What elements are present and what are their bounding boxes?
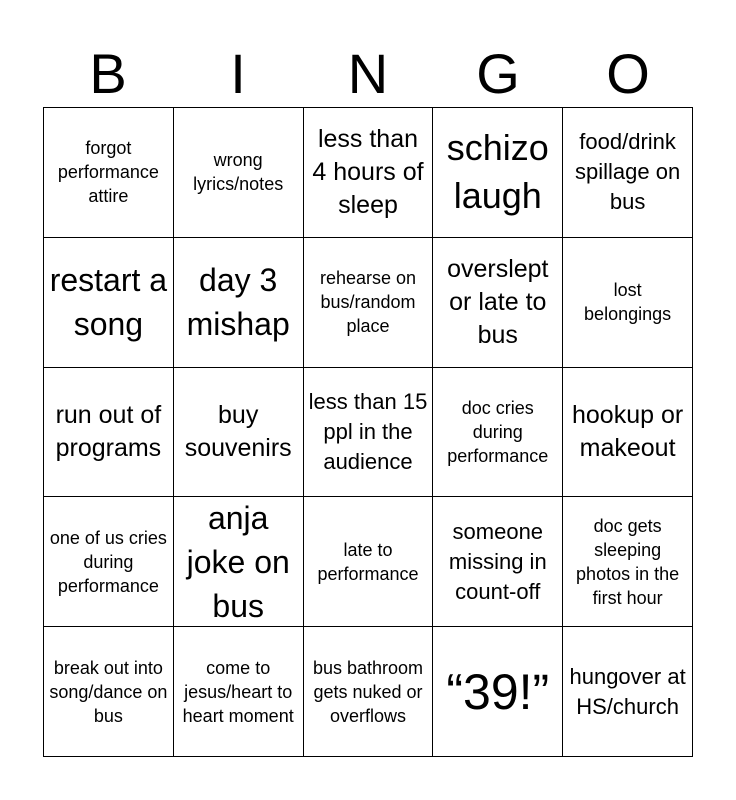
- bingo-cell-r4c2[interactable]: [174, 497, 304, 627]
- cell-text: anja joke on bus: [186, 499, 290, 624]
- bingo-cell-r3c2[interactable]: [174, 368, 304, 498]
- cell-text: late to performance: [317, 539, 419, 584]
- cell-text: buy souvenirs: [184, 400, 292, 462]
- bingo-board: [43, 107, 693, 757]
- cell-text: someone missing in count-off: [448, 518, 547, 604]
- cell-text: break out into song/dance on bus: [49, 657, 168, 726]
- cell-text: restart a song: [49, 262, 168, 343]
- cell-text: lost belongings: [584, 280, 672, 325]
- cell-text: rehearse on bus/random place: [319, 268, 417, 337]
- bingo-cell-r5c2[interactable]: [174, 627, 304, 757]
- bingo-cell-r3c5[interactable]: [563, 368, 693, 498]
- bingo-cell-r4c5[interactable]: [563, 497, 693, 627]
- header-letter-o: O: [606, 42, 650, 105]
- cell-text: “39!”: [446, 663, 550, 720]
- cell-text: schizo laugh: [446, 127, 549, 217]
- bingo-cell-r3c1[interactable]: [44, 368, 174, 498]
- cell-text: food/drink spillage on bus: [575, 129, 681, 215]
- bingo-cell-r5c4[interactable]: [433, 627, 563, 757]
- cell-text: doc gets sleeping photos in the first hour: [576, 515, 680, 608]
- bingo-cell-r2c3[interactable]: [304, 238, 434, 368]
- cell-text: doc cries during performance: [447, 397, 549, 466]
- cell-text: hungover at HS/church: [569, 663, 686, 719]
- bingo-cell-r2c4[interactable]: [433, 238, 563, 368]
- bingo-cell-r4c3[interactable]: [304, 497, 434, 627]
- cell-text: one of us cries during performance: [49, 527, 167, 596]
- bingo-cell-r5c5[interactable]: [563, 627, 693, 757]
- cell-text: bus bathroom gets nuked or overflows: [312, 657, 424, 726]
- cell-text: come to jesus/heart to heart moment: [182, 657, 294, 726]
- cell-text: wrong lyrics/notes: [193, 150, 284, 195]
- bingo-cell-r1c3[interactable]: [304, 108, 434, 238]
- cell-text: run out of programs: [55, 400, 162, 462]
- header-letter-n: N: [347, 42, 389, 105]
- bingo-cell-r4c4[interactable]: [433, 497, 563, 627]
- bingo-cell-r5c1[interactable]: [44, 627, 174, 757]
- cell-text: day 3 mishap: [186, 262, 290, 343]
- bingo-cell-r2c5[interactable]: [563, 238, 693, 368]
- bingo-cell-r3c3[interactable]: [304, 368, 434, 498]
- bingo-cell-r1c2[interactable]: [174, 108, 304, 238]
- bingo-cell-r1c1[interactable]: [44, 108, 174, 238]
- header-letter-g: G: [476, 42, 520, 105]
- bingo-cell-r5c3[interactable]: [304, 627, 434, 757]
- bingo-cell-r4c1[interactable]: [44, 497, 174, 627]
- bingo-cell-r2c1[interactable]: [44, 238, 174, 368]
- header-letter-b: B: [89, 42, 127, 105]
- bingo-cell-r1c5[interactable]: [563, 108, 693, 238]
- bingo-cell-r1c4[interactable]: [433, 108, 563, 238]
- cell-text: overslept or late to bus: [447, 254, 549, 349]
- cell-text: less than 4 hours of sleep: [312, 124, 424, 219]
- cell-text: less than 15 ppl in the audience: [308, 388, 428, 474]
- cell-text: forgot performance attire: [57, 138, 159, 207]
- header-letter-i: I: [230, 42, 246, 105]
- bingo-header: [43, 42, 693, 106]
- bingo-cell-r3c4[interactable]: [433, 368, 563, 498]
- bingo-cell-r2c2[interactable]: [174, 238, 304, 368]
- cell-text: hookup or makeout: [571, 400, 684, 462]
